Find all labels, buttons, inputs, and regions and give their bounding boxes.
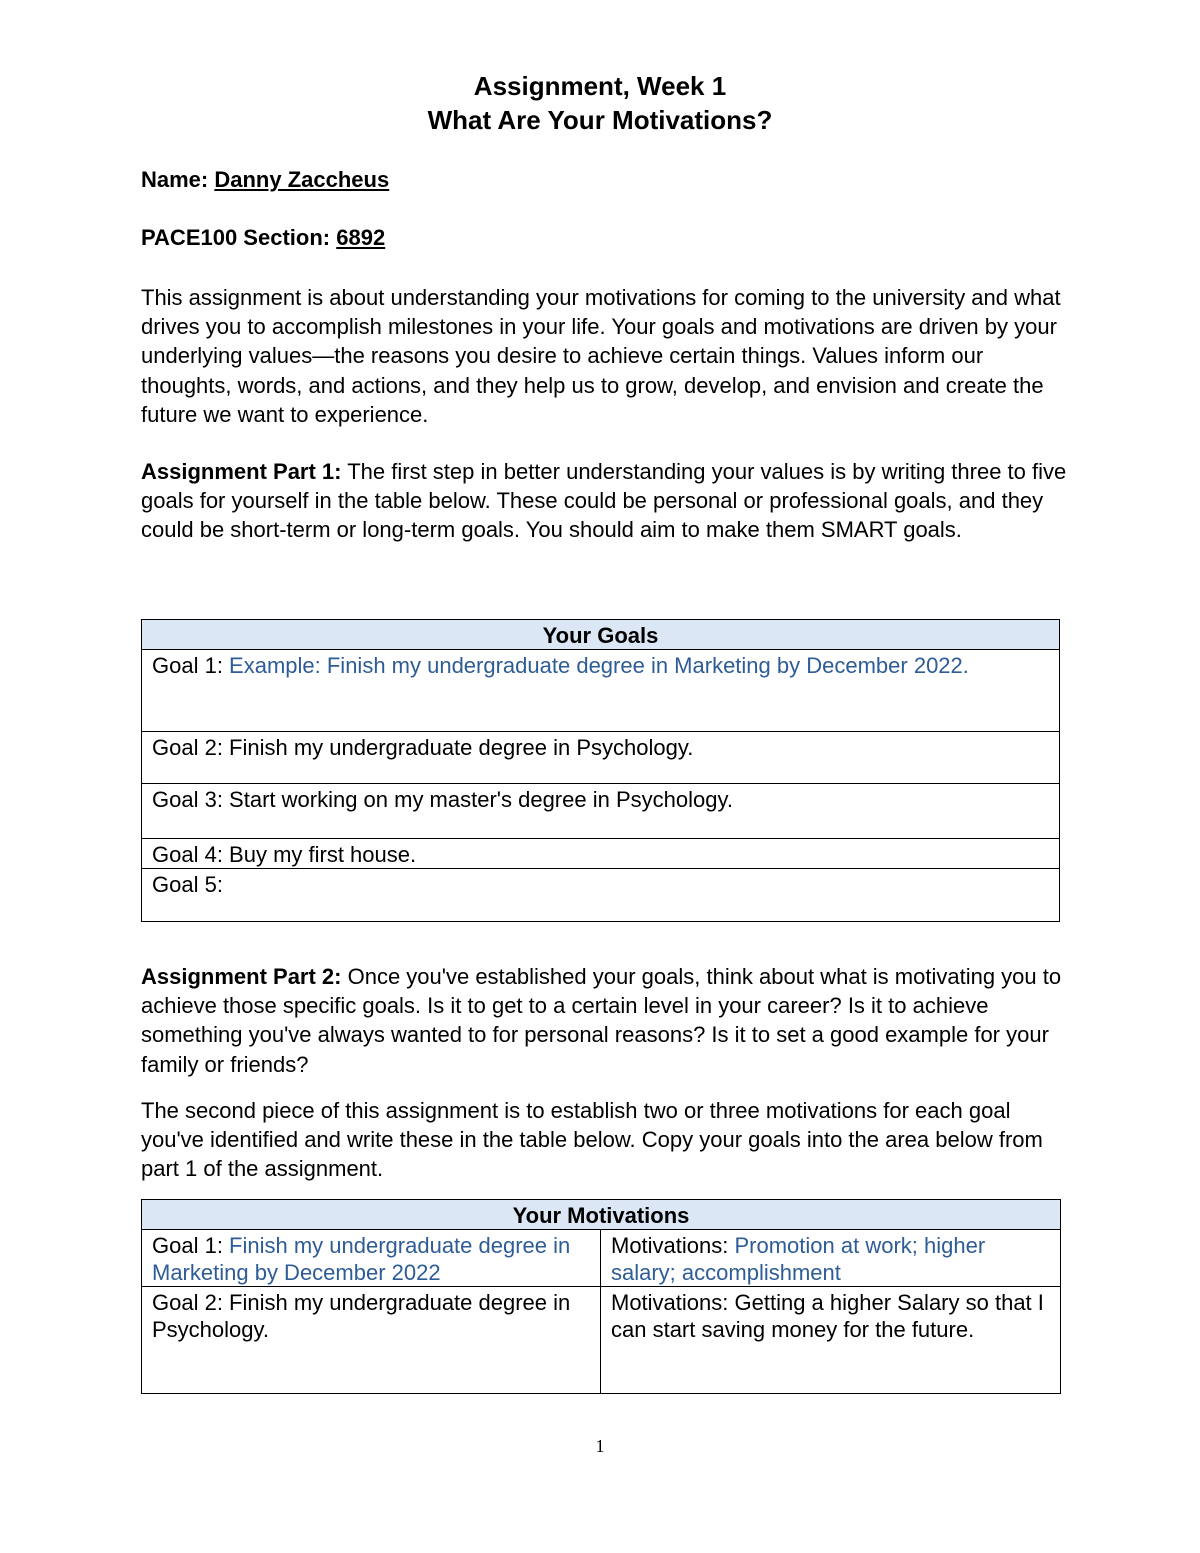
- motiv-1-label: Motivations:: [611, 1233, 735, 1258]
- table-row: [142, 732, 1060, 784]
- part2-paragraph: [141, 962, 1071, 1079]
- motiv-goal-1-example: Finish my undergraduate degree in Marketing by December 2022: [152, 1233, 571, 1285]
- part2-paragraph-2: The second piece of this assignment is to establish two or three motivations for each goal you've identified and write these in the table below. Copy your goals into the area below from part 1 of the assignment.: [141, 1098, 1043, 1182]
- page-number: 1: [595, 1436, 605, 1456]
- goal-2-cell[interactable]: Goal 2: Finish my undergraduate degree in Psychology.: [142, 732, 1060, 784]
- section-field: [141, 224, 385, 252]
- part1-text: The first step in better understanding your values is by writing three to five goals for yourself in the table below. These could be personal or professional goals, and they could be short-term or long-term goals. You should aim to make them SMART goals.: [141, 459, 1067, 543]
- part2-label: Assignment Part 2:: [141, 964, 342, 989]
- document-title: Assignment, Week 1: [473, 71, 727, 101]
- part1-paragraph: [141, 457, 1071, 545]
- part1-label: Assignment Part 1:: [141, 459, 342, 484]
- goal-4-cell[interactable]: Goal 4: Buy my first house.: [142, 839, 1060, 869]
- goal-1-example: Example: Finish my undergraduate degree in Marketing by December 2022.: [229, 653, 969, 678]
- intro-paragraph: This assignment is about understanding your motivations for coming to the university and what drives you to accomplish milestones in your life. Your goals and motivations are driven by your underlying values—the reasons you desire to achieve certain things. Values inform our thoughts, words, and actions, and they help us to grow, develop, and envision and create the future we want to experience.: [141, 285, 1061, 427]
- table-row: [142, 869, 1060, 922]
- table-row: [142, 1287, 1061, 1394]
- motiv-goal-1-label: Goal 1:: [152, 1233, 230, 1258]
- document-subtitle: What Are Your Motivations?: [427, 105, 773, 135]
- motiv-1-cell[interactable]: [601, 1230, 1061, 1287]
- name-field: [141, 166, 389, 194]
- table-row: [142, 1230, 1061, 1287]
- goals-table-header: Your Goals: [142, 620, 1060, 650]
- goal-1-label: Goal 1:: [152, 653, 230, 678]
- section-value: 6892: [336, 225, 386, 250]
- name-value: Danny Zaccheus: [214, 167, 390, 192]
- table-row: [142, 650, 1060, 732]
- table-row: [142, 784, 1060, 839]
- goals-table: [141, 619, 1060, 922]
- part2-text: Once you've established your goals, think about what is motivating you to achieve those specific goals. Is it to get to a certain level in your career? Is it to achieve something you've always wanted to for personal reasons? Is it to set a good example for your family or friends?: [141, 964, 1062, 1077]
- motiv-goal-1-cell[interactable]: [142, 1230, 601, 1287]
- motivations-table: [141, 1199, 1061, 1394]
- goal-3-cell[interactable]: Goal 3: Start working on my master's degree in Psychology.: [142, 784, 1060, 839]
- table-row: [142, 839, 1060, 869]
- goal-5-cell[interactable]: Goal 5:: [142, 869, 1060, 922]
- name-label: Name:: [141, 167, 209, 192]
- motivations-table-header: Your Motivations: [142, 1200, 1061, 1230]
- motiv-1-example: Promotion at work; higher salary; accomplishment: [611, 1233, 986, 1285]
- motiv-goal-2-cell[interactable]: Goal 2: Finish my undergraduate degree in Psychology.: [142, 1287, 601, 1394]
- section-label: PACE100 Section:: [141, 225, 331, 250]
- goal-1-cell[interactable]: [142, 650, 1060, 732]
- motiv-2-cell[interactable]: Motivations: Getting a higher Salary so that I can start saving money for the future.: [601, 1287, 1061, 1394]
